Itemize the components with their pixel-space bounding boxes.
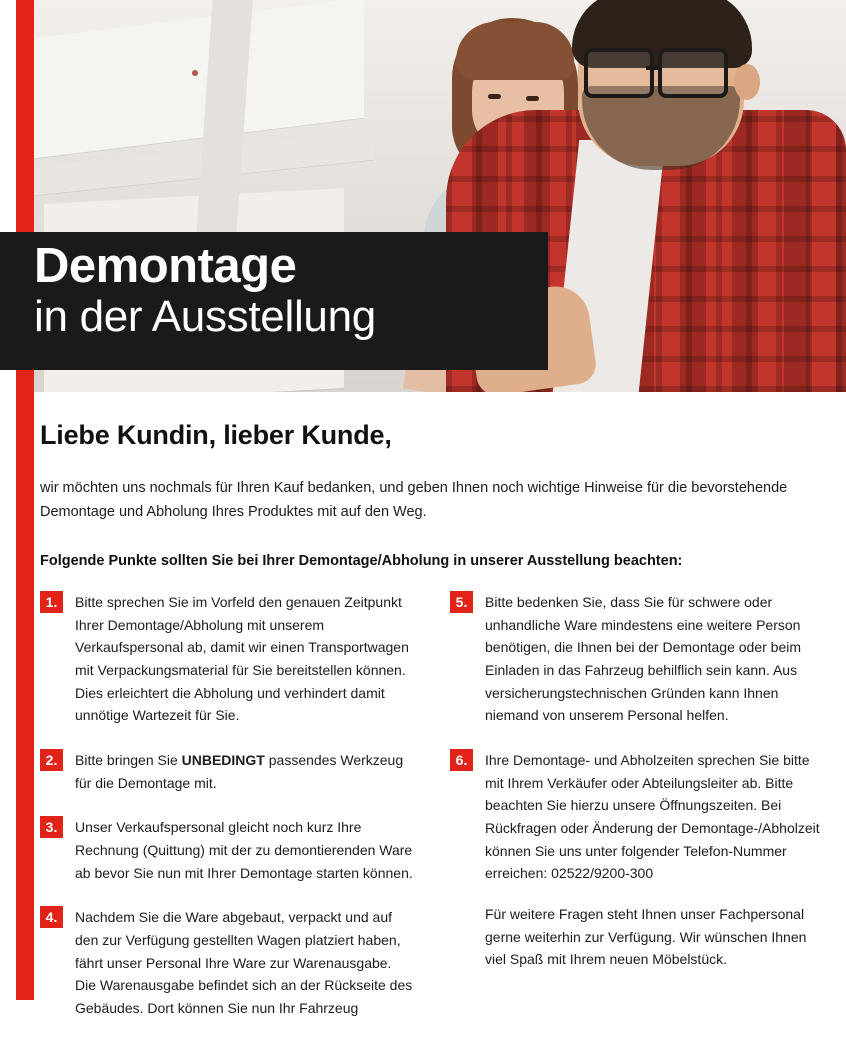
item-number-badge: 3.	[40, 816, 63, 838]
glasses-bridge	[646, 66, 662, 70]
points-column-left	[40, 591, 414, 1042]
list-item	[40, 906, 414, 1019]
glasses-icon	[584, 48, 654, 98]
item-text: Bitte sprechen Sie im Vorfeld den genauen Zeitpunkt Ihrer Demontage/Abholung mit unserem Verkaufspersonal ab, damit wir einen Transportwagen mit Verpackungsmaterial für Sie bereitstellen können. Dies erleichtert die Abholung und verhindert damit unnötige Wartezeit für Sie.	[75, 593, 409, 724]
item-text: Ihre Demontage- und Abholzeiten sprechen Sie bitte mit Ihrem Verkäufer oder Abteilungsleiter ab. Bitte beachten Sie hierzu unsere Öffnungszeiten. Bei Rückfragen oder Änderung der Demontage-/Abholzeit können Sie uns unter folgender Telefon-Nummer erreichen: 02522/9200-300	[485, 751, 820, 882]
title-banner	[0, 232, 548, 370]
closing-paragraph: Für weitere Fragen steht Ihnen unser Fachpersonal gerne weiterhin zur Verfügung. Wir wünschen Ihnen viel Spaß mit Ihrem neuen Möbelstück.	[485, 905, 807, 968]
red-accent-stripe	[16, 0, 34, 1000]
item-text-before: Bitte bringen Sie	[75, 751, 182, 768]
item-number-badge: 5.	[450, 591, 473, 613]
list-item	[450, 749, 824, 885]
item-text-after: passendes Werkzeug für die Demontage mit.	[75, 751, 404, 791]
salutation: Liebe Kundin, lieber Kunde,	[40, 420, 392, 450]
item-text: Nachdem Sie die Ware abgebaut, verpackt und auf den zur Verfügung gestellten Wagen platziert haben, fährt unser Personal Ihre Ware zur Warenausgabe. Die Warenausgabe befindet sich an der Rückseite des Gebäudes. Dort können Sie nun Ihr Fahrzeug	[75, 909, 413, 1016]
item-text: Bitte bedenken Sie, dass Sie für schwere oder unhandliche Ware mindestens eine weitere Person benötigen, die Ihnen bei der Demontage oder beim Einladen in das Fahrzeug behilflich sein kann. Aus versicherungstechnischen Gründen kann Ihnen niemand von unserem Personal helfen.	[485, 593, 801, 724]
list-item	[450, 591, 824, 727]
item-text-emphasis: UNBEDINGT	[181, 751, 265, 768]
document-body	[40, 420, 824, 1042]
page-title: Demontage	[34, 239, 297, 293]
item-number-badge: 6.	[450, 749, 473, 771]
man-ear	[734, 64, 760, 100]
item-number-badge: 4.	[40, 906, 63, 928]
intro-paragraph: wir möchten uns nochmals für Ihren Kauf bedanken, und geben Ihnen noch wichtige Hinweise für die bevorstehende Demontage und Abholung Ihres Produktes mit auf den Weg.	[40, 480, 788, 520]
item-text	[75, 749, 414, 794]
item-number-badge: 2.	[40, 749, 63, 771]
page-left-margin	[0, 0, 16, 1000]
page-subtitle: in der Ausstellung	[34, 291, 376, 341]
glasses-icon	[658, 48, 728, 98]
list-item	[40, 749, 414, 794]
item-text: Unser Verkaufspersonal gleicht noch kurz Ihre Rechnung (Quittung) mit der zu demontierenden Ware ab bevor Sie nun mit Ihrer Demontage starten können.	[75, 819, 413, 881]
points-column-right	[450, 591, 824, 1042]
shelf-screw-dot	[192, 70, 198, 76]
list-item	[40, 591, 414, 727]
points-columns	[40, 591, 824, 1042]
list-item	[40, 816, 414, 884]
item-number-badge: 1.	[40, 591, 63, 613]
lead-paragraph: Folgende Punkte sollten Sie bei Ihrer Demontage/Abholung in unserer Ausstellung beachten:	[40, 552, 683, 569]
